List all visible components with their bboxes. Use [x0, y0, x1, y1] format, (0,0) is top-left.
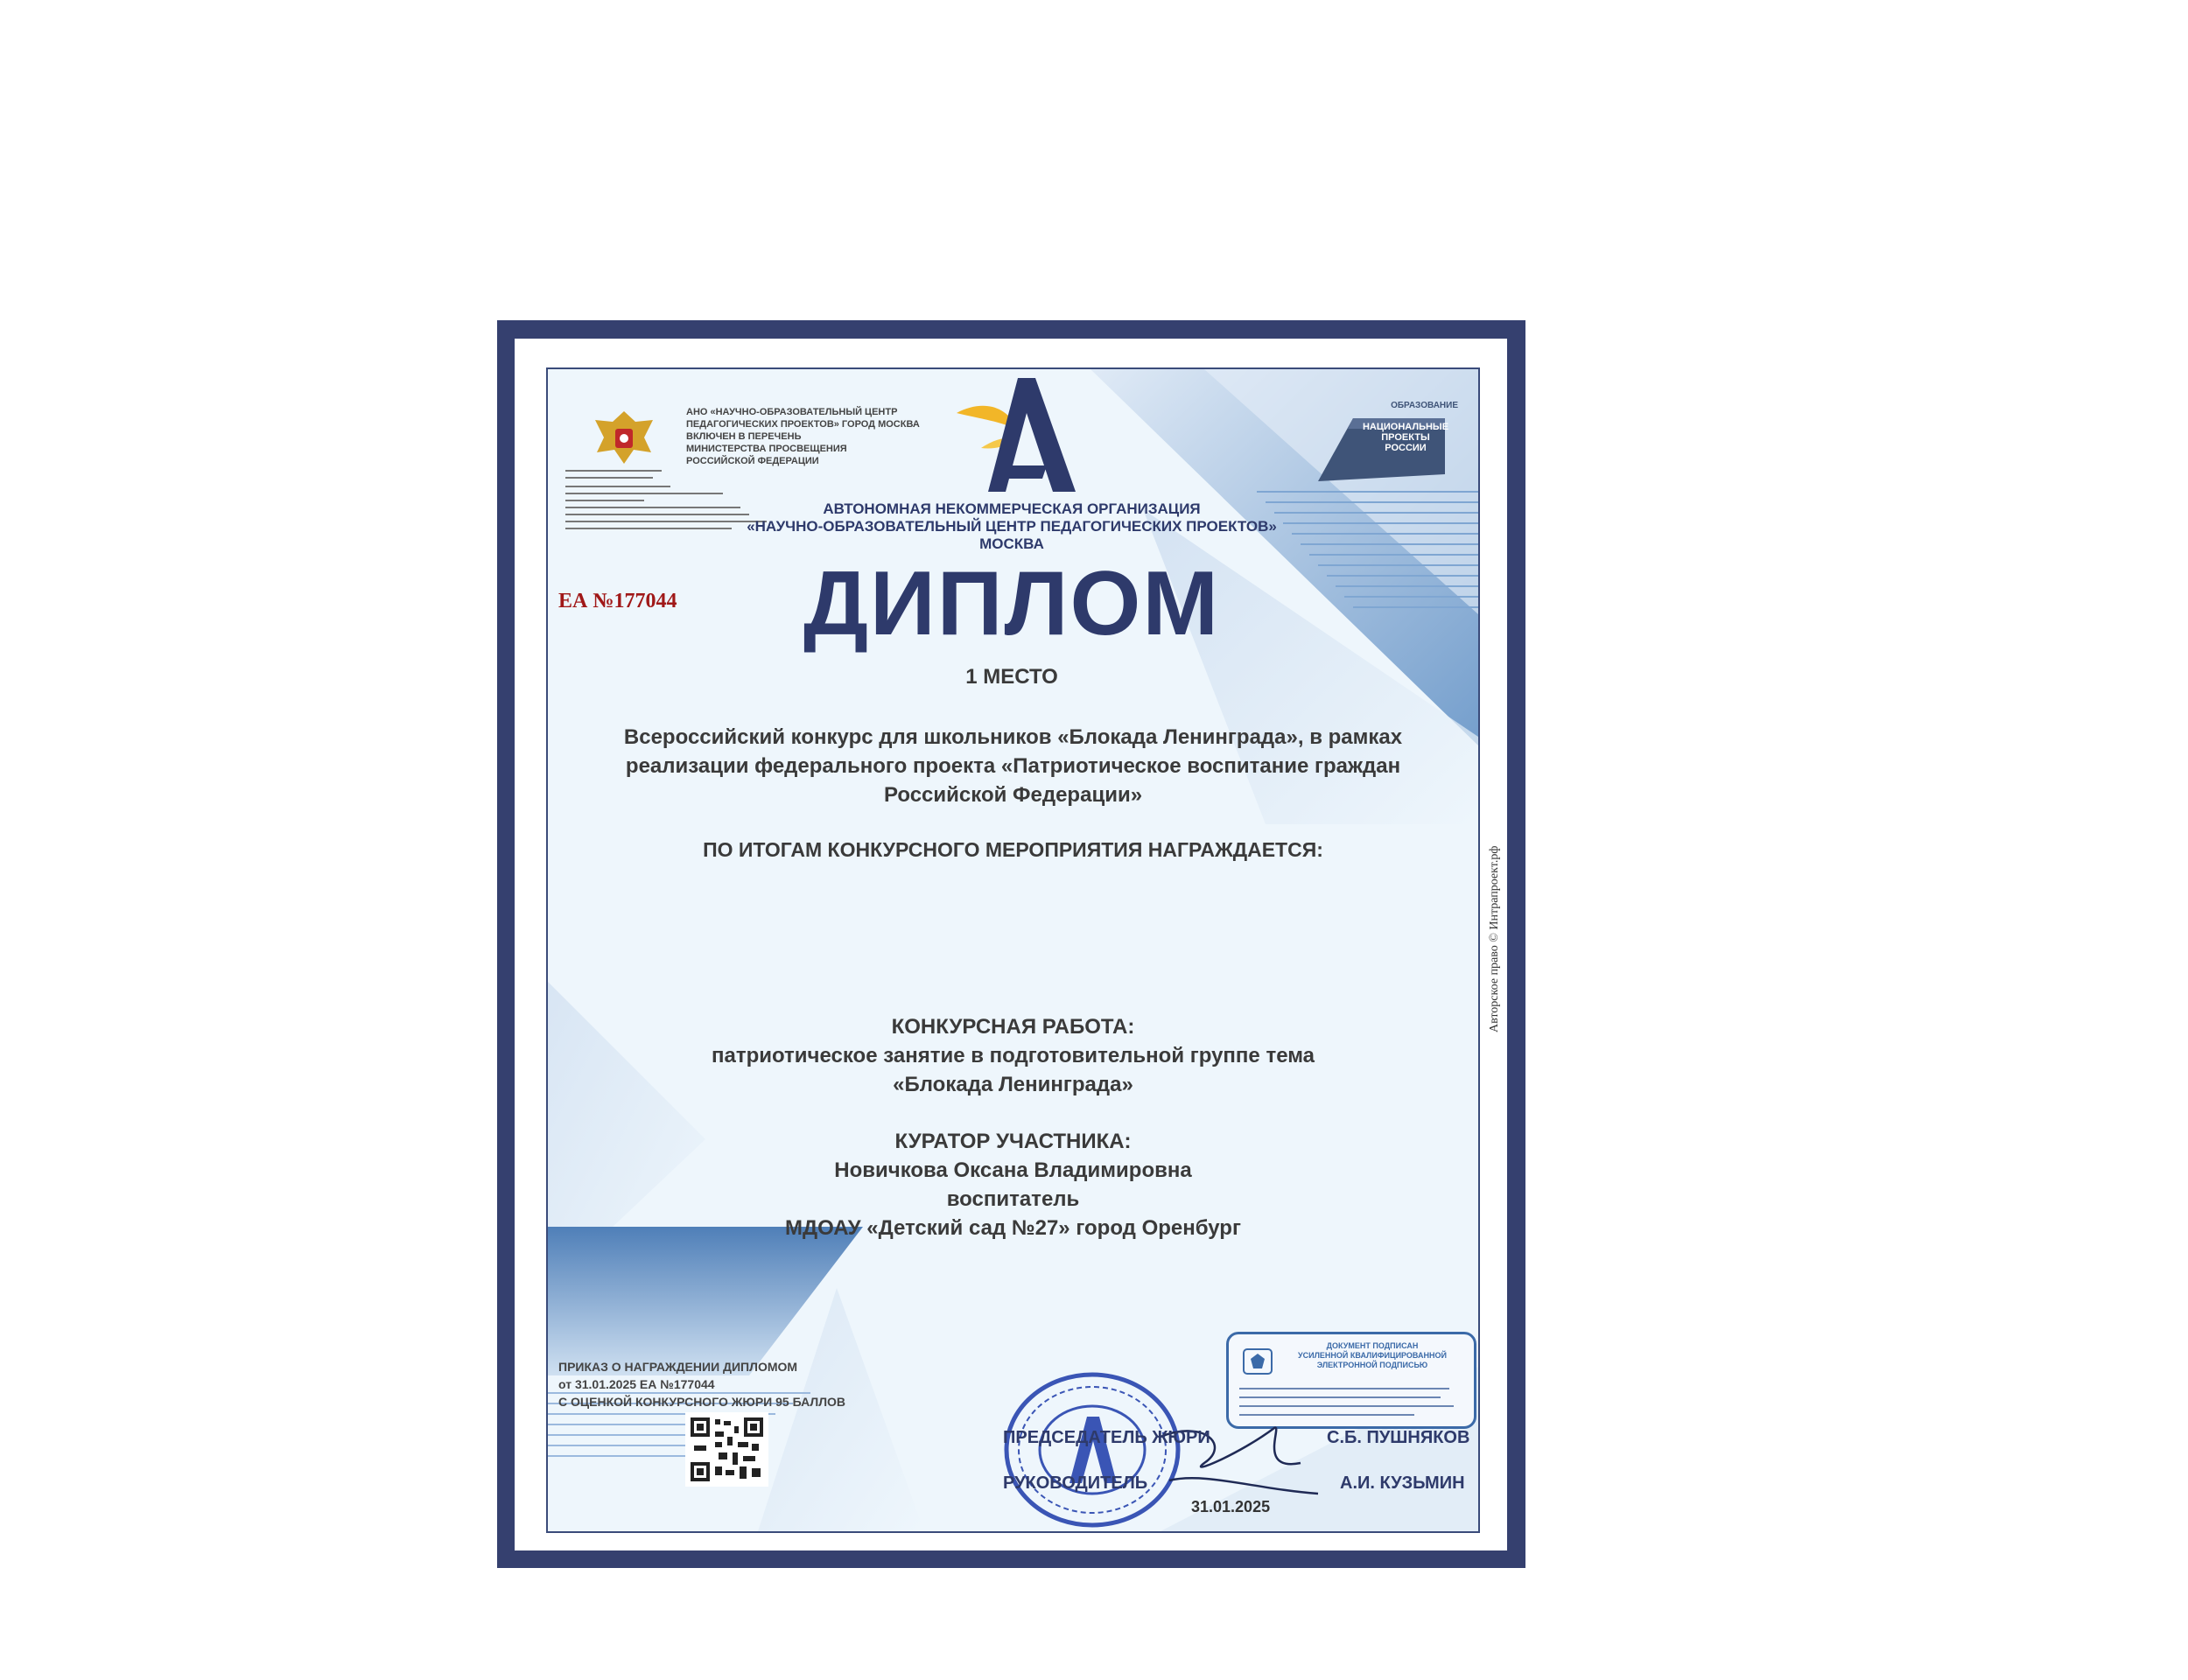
chair-role: ПРЕДСЕДАТЕЛЬ ЖЮРИ: [1003, 1428, 1210, 1447]
chair-name: С.Б. ПУШНЯКОВ: [1327, 1428, 1470, 1447]
work-block: [548, 1012, 1478, 1099]
curator-block: [548, 1127, 1478, 1242]
org-title-line-2: «НАУЧНО-ОБРАЗОВАТЕЛЬНЫЙ ЦЕНТР ПЕДАГОГИЧЕСКИХ ПРОЕКТОВ»: [747, 518, 1277, 535]
curator-position: воспитатель: [946, 1187, 1080, 1211]
diploma-number: ЕА №177044: [558, 590, 677, 612]
left-org-line-3: ВКЛЮЧЕН В ПЕРЕЧЕНЬ: [686, 431, 802, 442]
left-org-line-4: МИНИСТЕРСТВА ПРОСВЕЩЕНИЯ: [686, 444, 847, 454]
e-signature-emblem-icon: [1243, 1348, 1273, 1375]
awarded-heading: ПО ИТОГАМ КОНКУРСНОГО МЕРОПРИЯТИЯ НАГРАЖДАЕТСЯ:: [703, 838, 1323, 861]
head-name: А.И. КУЗЬМИН: [1340, 1474, 1465, 1493]
e-sign-line-2: УСИЛЕННОЙ КВАЛИФИЦИРОВАННОЙ: [1298, 1351, 1447, 1360]
curator-label: КУРАТОР УЧАСТНИКА:: [894, 1130, 1132, 1153]
curator-org: МДОАУ «Детский сад №27» город Оренбург: [785, 1216, 1241, 1240]
head-role: РУКОВОДИТЕЛЬ: [1003, 1474, 1148, 1493]
sign-date: 31.01.2025: [1191, 1498, 1271, 1516]
handwritten-signature-icon: [1152, 1410, 1327, 1507]
badge-line-3: РОССИИ: [1385, 443, 1427, 453]
contest-line-2: реализации федерального проекта «Патриотическое воспитание граждан: [625, 754, 1401, 778]
place-text: 1 МЕСТО: [965, 665, 1058, 689]
contest-description: [548, 723, 1478, 809]
badge-small-text: ОБРАЗОВАНИЕ: [1391, 401, 1458, 410]
org-title-line-3: МОСКВА: [979, 536, 1044, 552]
e-sign-line-1: ДОКУМЕНТ ПОДПИСАН: [1326, 1341, 1419, 1350]
copyright-text: Авторское право © Интрапроект.рф: [1488, 845, 1501, 1032]
org-title-line-1: АВТОНОМНАЯ НЕКОММЕРЧЕСКАЯ ОРГАНИЗАЦИЯ: [823, 500, 1201, 517]
curator-name: Новичкова Оксана Владимировна: [834, 1158, 1192, 1182]
left-org-line-1: АНО «НАУЧНО-ОБРАЗОВАТЕЛЬНЫЙ ЦЕНТР: [686, 407, 898, 417]
order-line-1: ПРИКАЗ О НАГРАЖДЕНИИ ДИПЛОМОМ: [558, 1360, 798, 1374]
e-sign-line-3: ЭЛЕКТРОННОЙ ПОДПИСЬЮ: [1316, 1361, 1428, 1369]
left-org-line-5: РОССИЙСКОЙ ФЕДЕРАЦИИ: [686, 456, 819, 466]
order-block: [558, 1358, 845, 1410]
org-title: [723, 500, 1301, 553]
order-line-3: С ОЦЕНКОЙ КОНКУРСНОГО ЖЮРИ 95 БАЛЛОВ: [558, 1395, 846, 1409]
left-org-line-2: ПЕДАГОГИЧЕСКИХ ПРОЕКТОВ» ГОРОД МОСКВА: [686, 419, 920, 430]
work-line-1: патриотическое занятие в подготовительной группе тема: [711, 1044, 1315, 1068]
order-line-2: от 31.01.2025 ЕА №177044: [558, 1377, 715, 1391]
diploma-certificate: [546, 368, 1480, 1533]
work-line-2: «Блокада Ленинграда»: [893, 1073, 1133, 1096]
work-label: КОНКУРСНАЯ РАБОТА:: [891, 1015, 1135, 1039]
left-org-block: [686, 406, 949, 467]
coat-of-arms-icon: [592, 404, 657, 470]
badge-main-text: [1357, 422, 1454, 453]
contest-line-3: Российской Федерации»: [883, 783, 1143, 807]
badge-line-2: ПРОЕКТЫ: [1381, 432, 1430, 443]
qr-code-icon[interactable]: [685, 1412, 768, 1487]
badge-line-1: НАЦИОНАЛЬНЫЕ: [1362, 422, 1449, 432]
diploma-title: ДИПЛОМ: [803, 553, 1221, 654]
center-logo-icon: [955, 378, 1086, 500]
contest-line-1: Всероссийский конкурс для школьников «Блокада Ленинграда», в рамках: [623, 725, 1403, 749]
